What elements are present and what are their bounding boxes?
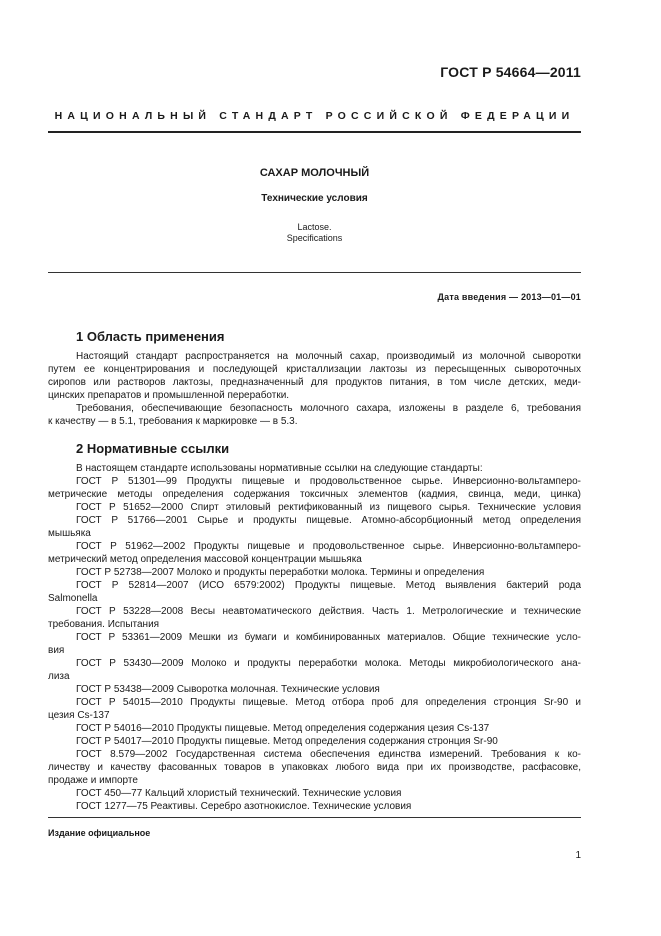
standard-number: ГОСТ Р 54664—2011 xyxy=(440,64,581,80)
section2-line: ГОСТ Р 53438—2009 Сыворотка молочная. Технические условия xyxy=(76,684,380,695)
section1-line: к качеству — в 5.1, требования к маркировке — в 5.3. xyxy=(48,416,298,427)
section2-line: ГОСТ Р 51766—2001 Сырье и продукты пищевые. Атомно-абсорбционный метод определения xyxy=(76,515,581,526)
section2-line: ГОСТ Р 54017—2010 Продукты пищевые. Метод определения содержания стронция Sr-90 xyxy=(76,736,498,747)
footer-rule xyxy=(48,817,581,818)
english-title-line-1: Lactose. xyxy=(297,222,332,232)
section2-line: ГОСТ Р 54015—2010 Продукты пищевые. Метод отбора проб для определения стронция Sr-90 и xyxy=(76,697,581,708)
section1-line: Требования, обеспечивающие безопасность молочного сахара, изложены в разделе 6, требования xyxy=(76,403,581,414)
title-rule xyxy=(48,272,581,273)
section2-line: лиза xyxy=(48,671,70,682)
section-2-heading: 2 Нормативные ссылки xyxy=(76,441,230,456)
document-subtitle: Технические условия xyxy=(261,193,368,204)
section2-line: личеству и качеству фасованных товаров в упаковках любого вида при их производстве, расфасовке, xyxy=(48,762,581,773)
section2-line: требования. Испытания xyxy=(48,619,160,630)
section2-line: ГОСТ Р 53430—2009 Молоко и продукты переработки молока. Методы микробиологического ана- xyxy=(76,658,581,669)
section-2-body xyxy=(48,462,581,813)
section2-line: метрический метод определения массовой концентрации мышьяка xyxy=(48,554,362,565)
section2-line: метрические методы определения содержания токсичных элементов (кадмия, свинца, меди, цинка) xyxy=(48,489,581,500)
section1-line: путем ее концентрирования и последующей кристаллизации лактозы из пересыщенных сывороточных xyxy=(48,364,581,375)
section1-line: Настоящий стандарт распространяется на молочный сахар, производимый из молочной сыворотки xyxy=(76,351,581,362)
section2-line: ГОСТ Р 53228—2008 Весы неавтоматического действия. Часть 1. Метрологические и технические xyxy=(76,606,581,617)
page-number: 1 xyxy=(575,850,581,861)
section2-line: ГОСТ Р 51652—2000 Спирт этиловый ректификованный из пищевого сырья. Технические условия xyxy=(76,502,581,513)
section2-line: продаже и импорте xyxy=(48,775,138,786)
introduction-date: Дата введения — 2013—01—01 xyxy=(437,292,581,302)
section2-line: ГОСТ Р 51301—99 Продукты пищевые и продовольственное сырье. Инверсионно-вольтамперо- xyxy=(76,476,581,487)
english-title-line-2: Specifications xyxy=(286,233,343,243)
section1-line: сиропов или растворов лактозы, предназначенный для продуктов питания, в том числе детских, меди- xyxy=(48,377,581,388)
section2-line: ГОСТ Р 53361—2009 Мешки из бумаги и комбинированных материалов. Общие технические усло- xyxy=(76,632,581,643)
section2-line: мышьяка xyxy=(48,528,91,539)
section2-line: цезия Cs-137 xyxy=(48,710,110,721)
section2-line: ГОСТ Р 54016—2010 Продукты пищевые. Метод определения содержания цезия Cs-137 xyxy=(76,723,490,734)
section2-line: ГОСТ Р 52814—2007 (ИСО 6579:2002) Продукты пищевые. Метод выявления бактерий рода xyxy=(76,580,581,591)
section-1-body xyxy=(48,350,581,428)
document-title: САХАР МОЛОЧНЫЙ xyxy=(259,167,370,179)
header-rule xyxy=(48,131,581,133)
national-standard-heading: НАЦИОНАЛЬНЫЙ СТАНДАРТ РОССИЙСКОЙ ФЕДЕРАЦИИ xyxy=(54,110,575,122)
section-1-heading: 1 Область применения xyxy=(76,329,225,344)
section2-line: ГОСТ 1277—75 Реактивы. Серебро азотнокислое. Технические условия xyxy=(76,801,412,812)
section2-line: ГОСТ 8.579—2002 Государственная система обеспечения единства измерений. Требования к ко- xyxy=(76,749,581,760)
section2-line: В настоящем стандарте использованы нормативные ссылки на следующие стандарты: xyxy=(76,463,483,474)
section2-line: ГОСТ Р 51962—2002 Продукты пищевые и продовольственное сырье. Инверсионно-вольтамперо- xyxy=(76,541,581,552)
edition-label: Издание официальное xyxy=(48,828,151,838)
section2-line: ГОСТ Р 52738—2007 Молоко и продукты переработки молока. Термины и определения xyxy=(76,567,485,578)
section2-line: вия xyxy=(48,645,65,656)
section2-line: Salmonella xyxy=(48,593,98,604)
section2-line: ГОСТ 450—77 Кальций хлористый технический. Технические условия xyxy=(76,788,402,799)
section1-line: цинских препаратов и промышленной переработки. xyxy=(48,390,290,401)
